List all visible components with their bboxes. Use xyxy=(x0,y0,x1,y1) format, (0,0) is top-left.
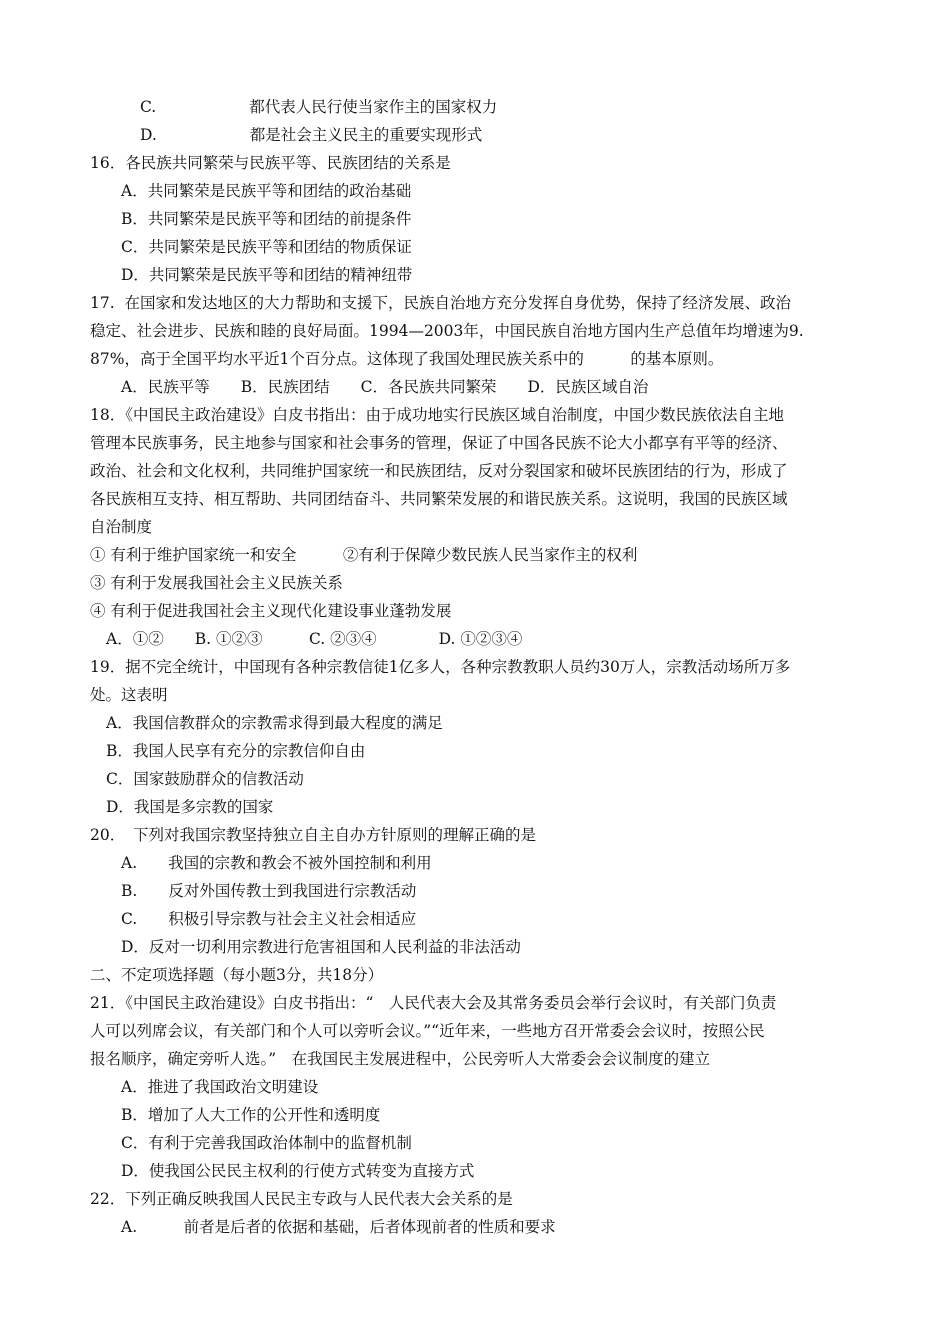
q18-stem-line2: 管理本民族事务，民主地参与国家和社会事务的管理，保证了中国各民族不论大小都享有平等的经济、 xyxy=(90,434,788,452)
q21-option-c: C．有利于完善我国政治体制中的监督机制 xyxy=(121,1134,412,1152)
q20-stem: 20． 下列对我国宗教坚持独立自主自办方针原则的理解正确的是 xyxy=(90,826,536,844)
q16-stem: 16．各民族共同繁荣与民族平等、民族团结的关系是 xyxy=(90,154,451,172)
q21-stem-line2: 人可以列席会议，有关部门和个人可以旁听会议。”“近年来，一些地方召开常委会会议时，按照公民 xyxy=(90,1022,765,1040)
q20-option-a: A. 我国的宗教和教会不被外国控制和利用 xyxy=(121,854,432,872)
q21-option-d: D．使我国公民民主权利的行使方式转变为直接方式 xyxy=(121,1162,475,1180)
q18-options: A．①② B. ①②③ C. ②③④ D. ①②③④ xyxy=(106,630,523,648)
q20-option-c: C. 积极引导宗教与社会主义社会相适应 xyxy=(121,910,417,928)
q18-stem-line1: 18．《中国民主政治建设》白皮书指出：由于成功地实行民族区域自治制度，中国少数民族依法自主地 xyxy=(90,406,784,424)
q17-options: A．民族平等 B．民族团结 C．各民族共同繁荣 D．民族区域自治 xyxy=(121,378,649,396)
q19-option-a: A．我国信教群众的宗教需求得到最大程度的满足 xyxy=(106,714,443,732)
q20-option-d: D．反对一切利用宗教进行危害祖国和人民利益的非法活动 xyxy=(121,938,521,956)
q18-stem-line5: 自治制度 xyxy=(90,518,153,536)
q21-option-a: A．推进了我国政治文明建设 xyxy=(121,1078,319,1096)
q17-stem-line1: 17. 在国家和发达地区的大力帮助和支援下，民族自治地方充分发挥自身优势，保持了经济发展、政治 xyxy=(90,294,792,312)
q16-option-a: A．共同繁荣是民族平等和团结的政治基础 xyxy=(121,182,412,200)
q16-option-d: D．共同繁荣是民族平等和团结的精神纽带 xyxy=(121,266,413,284)
q15-option-d: D. 都是社会主义民主的重要实现形式 xyxy=(140,126,483,144)
q21-stem-line1: 21．《中国民主政治建设》白皮书指出：“ 人民代表大会及其常务委员会举行会议时，有关部门负责 xyxy=(90,994,777,1012)
q19-option-c: C．国家鼓励群众的信教活动 xyxy=(106,770,304,788)
q16-option-b: B．共同繁荣是民族平等和团结的前提条件 xyxy=(121,210,412,228)
q18-stem-line4: 各民族相互支持、相互帮助、共同团结奋斗、共同繁荣发展的和谐民族关系。这说明，我国的民族区域 xyxy=(90,490,788,508)
q19-option-b: B．我国人民享有充分的宗教信仰自由 xyxy=(106,742,366,760)
q15-option-c: C. 都代表人民行使当家作主的国家权力 xyxy=(140,98,498,116)
q22-stem: 22．下列正确反映我国人民民主专政与人民代表大会关系的是 xyxy=(90,1190,513,1208)
q22-option-a: A. 前者是后者的依据和基础，后者体现前者的性质和要求 xyxy=(121,1218,556,1236)
q18-stem-line3: 政治、社会和文化权利，共同维护国家统一和民族团结，反对分裂国家和破坏民族团结的行为，形成了 xyxy=(90,462,788,480)
q16-option-c: C．共同繁荣是民族平等和团结的物质保证 xyxy=(121,238,412,256)
q21-stem-line3: 报名顺序，确定旁听人选。” 在我国民主发展进程中，公民旁听人大常委会会议制度的建立 xyxy=(90,1050,711,1068)
q19-option-d: D．我国是多宗教的国家 xyxy=(106,798,274,816)
q17-stem-line2: 稳定、社会进步、民族和睦的良好局面。1994—2003年，中国民族自治地方国内生产总值年均增速为9. xyxy=(90,322,804,340)
q17-stem-line3: 87%，高于全国平均水平近1个百分点。这体现了我国处理民族关系中的 的基本原则。 xyxy=(90,350,724,368)
q19-stem-line2: 处。这表明 xyxy=(90,686,168,704)
q18-item-1-2: ① 有利于维护国家统一和安全 ②有利于保障少数民族人民当家作主的权利 xyxy=(90,546,638,564)
q21-option-b: B．增加了人大工作的公开性和透明度 xyxy=(121,1106,381,1124)
q19-stem-line1: 19．据不完全统计，中国现有各种宗教信徒1亿多人，各种宗教教职人员约30万人，宗教活动场所万多 xyxy=(90,658,791,676)
q20-option-b: B. 反对外国传教士到我国进行宗教活动 xyxy=(121,882,417,900)
q18-item-3: ③ 有利于发展我国社会主义民族关系 xyxy=(90,574,343,592)
q18-item-4: ④ 有利于促进我国社会主义现代化建设事业蓬勃发展 xyxy=(90,602,452,620)
section-two-heading: 二、不定项选择题（每小题3分，共18分） xyxy=(90,966,384,984)
